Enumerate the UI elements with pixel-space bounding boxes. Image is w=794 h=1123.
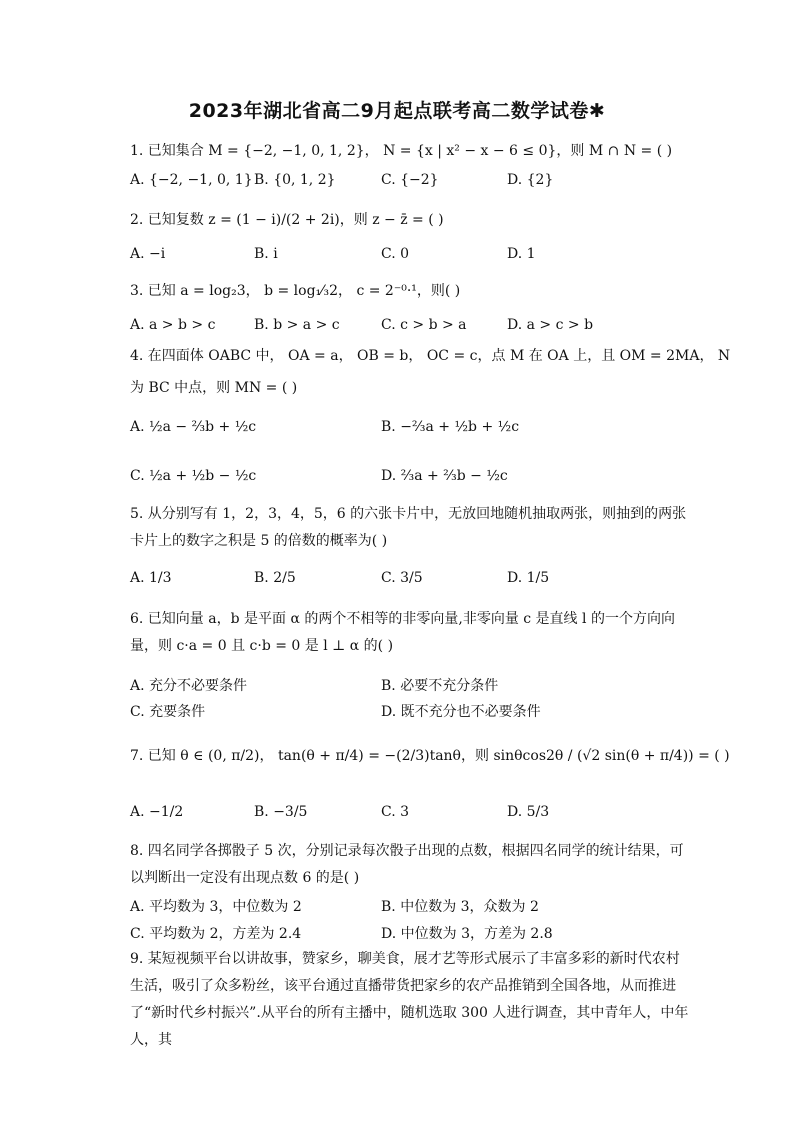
option-d: D. 1 [507,246,536,262]
option-c: C. {−2} [381,172,439,188]
option-b: B. 2/5 [254,570,296,586]
option-c: C. 充要条件 [130,704,206,720]
question-8-options-row-1 [130,896,690,920]
option-c: C. 0 [381,246,410,262]
question-1: 1. 已知集合 M = {−2, −1, 0, 1, 2}， N = {x | x² − x − 6 ≤ 0}，则 M ∩ N = ( ) [130,143,673,159]
option-a: A. ½a − ⅔b + ½c [130,419,257,435]
option-d: D. {2} [507,172,554,188]
option-a: A. 充分不必要条件 [130,678,248,694]
option-a: A. {−2, −1, 0, 1} [130,172,253,188]
option-b: B. {0, 1, 2} [254,172,336,188]
question-6-options-row-2 [130,701,690,725]
option-b: B. 必要不充分条件 [381,678,499,694]
question-8: 8. 四名同学各掷骰子 5 次，分别记录每次骰子出现的点数，根据四名同学的统计结果，可以判断出一定没有出现点数 6 的是( ) [130,843,684,886]
option-c: C. 3/5 [381,570,423,586]
option-b: B. i [254,246,278,262]
option-c: C. 平均数为 2，方差为 2.4 [130,926,302,942]
option-b: B. b > a > c [254,317,340,333]
question-4-line-2: 为 BC 中点，则 MN = ( ) [130,380,298,396]
option-a: A. a > b > c [130,317,216,333]
question-8-options-row-2 [130,923,690,947]
question-6: 6. 已知向量 a，b 是平面 α 的两个不相等的非零向量,非零向量 c 是直线 l 的一个方向向量，则 c·a = 0 且 c·b = 0 是 l ⊥ α 的( ) [130,611,675,654]
option-b: B. 中位数为 3，众数为 2 [381,899,539,915]
question-3-options [130,317,690,341]
option-c: C. ½a + ½b − ½c [130,468,257,484]
question-4-options-row-1 [130,419,690,443]
option-a: A. 平均数为 3，中位数为 2 [130,899,302,915]
question-2-options [130,246,690,270]
option-d: D. a > c > b [507,317,594,333]
option-c: C. c > b > a [381,317,467,333]
question-6-options-row-1 [130,675,690,699]
question-9: 9. 某短视频平台以讲故事，赞家乡，聊美食，展才艺等形式展示了丰富多彩的新时代农村生活，吸引了众多粉丝，该平台通过直播带货把家乡的农产品推销到全国各地，从而推进了“新时代乡村振兴”.从平台的所有主播中，随机选取 300 人进行调查，其中青年人，中年人，其 [130,951,689,1048]
option-b: B. −⅔a + ½b + ½c [381,419,520,435]
question-7-options [130,804,690,828]
option-c: C. 3 [381,804,410,820]
question-5-options [130,570,690,594]
option-d: D. 5/3 [507,804,550,820]
question-2: 2. 已知复数 z = (1 − i)/(2 + 2i)，则 z − z̄ = ( ) [130,212,444,228]
question-1-options [130,172,690,196]
question-4-options-row-2 [130,468,690,492]
option-a: A. −1/2 [130,804,184,820]
option-a: A. −i [130,246,166,262]
question-4-line-1: 4. 在四面体 OABC 中， OA = a， OB = b， OC = c，点 M 在 OA 上，且 OM = 2MA， N [130,348,731,364]
page-title: 2023年湖北省高二9月起点联考高二数学试卷✱ [188,100,606,122]
option-d: D. 中位数为 3，方差为 2.8 [381,926,553,942]
question-3: 3. 已知 a = log₂3， b = log₁⁄₃2， c = 2⁻⁰·¹，则( ) [130,283,461,299]
option-d: D. 既不充分也不必要条件 [381,704,541,720]
option-d: D. 1/5 [507,570,550,586]
question-5: 5. 从分别写有 1，2，3，4，5，6 的六张卡片中，无放回地随机抽取两张，则抽到的两张卡片上的数字之积是 5 的倍数的概率为( ) [130,506,687,549]
question-7: 7. 已知 θ ∈ (0, π/2)， tan(θ + π/4) = −(2/3)tanθ，则 sinθcos2θ / (√2 sin(θ + π/4)) = ( ) [130,748,730,764]
option-a: A. 1/3 [130,570,172,586]
option-b: B. −3/5 [254,804,308,820]
option-d: D. ⅔a + ⅔b − ½c [381,468,508,484]
